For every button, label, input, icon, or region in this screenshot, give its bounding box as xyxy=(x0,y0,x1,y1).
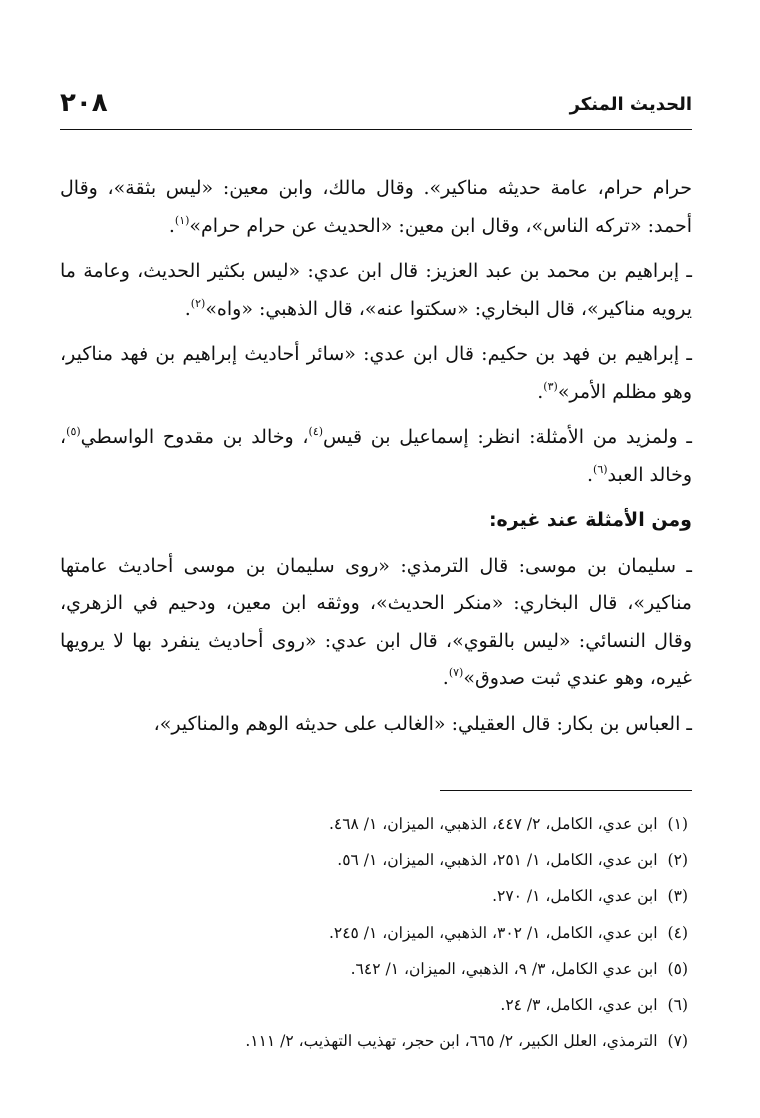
footnote-ref: (٦) xyxy=(593,462,608,476)
footnote-ref: (٥) xyxy=(66,425,81,438)
paragraph-2: ـ إبراهيم بن محمد بن عبد العزيز: قال ابن عدي: «ليس بكثير الحديث، وعامة ما يرويه مناكير»، قال البخاري: «سكتوا عنه»، قال الذهبي: «واه»$^{(٢)}$. xyxy=(60,260,692,320)
footnotes xyxy=(60,806,692,1059)
paragraph-4: ـ ولمزيد من الأمثلة: انظر: إسماعيل بن قيس$^{(٤)}$، وخالد بن مقدوح الواسطي$^{(٥)}$، وخالد العبد$^{(٦)}$. xyxy=(60,425,692,486)
paragraph-6: ـ العباس بن بكار: قال العقيلي: «الغالب على حديثه الوهم والمناكير»، xyxy=(153,712,692,735)
footnote-6: (٦)ابن عدي، الكامل، ٣/ ٢٤. xyxy=(500,996,688,1015)
footnote-separator xyxy=(440,790,692,791)
page-header xyxy=(60,88,692,124)
footnote-ref: (٣) xyxy=(543,379,558,393)
paragraph-1: حرام حرام، عامة حديثه مناكير». وقال مالك، وابن معين: «ليس بثقة»، وقال أحمد: «تركه الناس»، وقال ابن معين: «الحديث عن حرام حرام»$^{(١)}$. xyxy=(60,177,692,237)
footnote-7: (٧)الترمذي، العلل الكبير، ٢/ ٦٦٥، ابن حجر، تهذيب التهذيب، ٢/ ١١١. xyxy=(245,1032,688,1051)
main-text xyxy=(60,170,692,751)
page-number: ٢٠٨ xyxy=(60,88,108,118)
footnote-ref: (٢) xyxy=(190,296,206,310)
footnote-4: (٤)ابن عدي، الكامل، ١/ ٣٠٢، الذهبي، الميزان، ١/ ٢٤٥. xyxy=(328,923,688,942)
paragraph-5: ـ سليمان بن موسى: قال الترمذي: «روى سليمان بن موسى أحاديث عامتها مناكير»، قال البخاري: «منكر الحديث»، ووثقه ابن معين، ودحيم في الزهري، وقال النسائي: «ليس بالقوي»، قال ابن عدي: «روى أحاديث ينفرد بها لا يرويها غيره، وهو عندي ثبت صدوق»$^{(٧)}$. xyxy=(60,554,692,689)
footnote-ref: (٧) xyxy=(448,666,464,679)
footnote-ref: (١) xyxy=(174,213,190,227)
footnote-2: (٢)ابن عدي، الكامل، ١/ ٢٥١، الذهبي، الميزان، ١/ ٥٦. xyxy=(337,851,688,870)
header-rule xyxy=(60,129,692,130)
footnote-3: (٣)ابن عدي، الكامل، ١/ ٢٧٠. xyxy=(492,887,688,906)
section-heading: ومن الأمثلة عند غيره: xyxy=(488,509,692,531)
running-title: الحديث المنكر xyxy=(569,94,692,115)
footnote-1: (١)ابن عدي، الكامل، ٢/ ٤٤٧، الذهبي، الميزان، ١/ ٤٦٨. xyxy=(328,815,688,833)
paragraph-3: ـ إبراهيم بن فهد بن حكيم: قال ابن عدي: «سائر أحاديث إبراهيم بن فهد مناكير، وهو مظلم الأمر»$^{(٣)}$. xyxy=(60,343,692,403)
footnote-ref: (٤) xyxy=(308,425,324,438)
footnote-5: (٥)ابن عدي الكامل، ٣/ ٩، الذهبي، الميزان، ١/ ٦٤٢. xyxy=(350,959,688,978)
